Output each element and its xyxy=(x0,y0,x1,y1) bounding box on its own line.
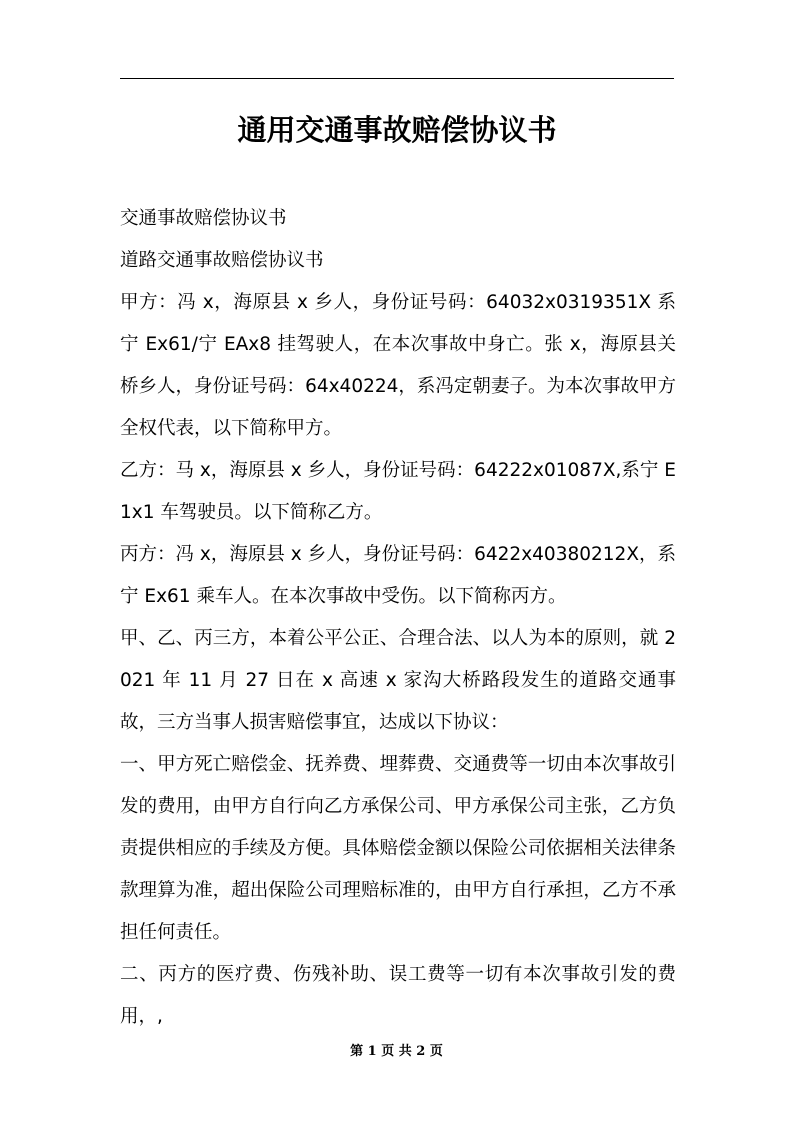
page-number: 第 1 页 共 2 页 xyxy=(350,1044,443,1059)
document-body xyxy=(120,198,676,1038)
header-rule xyxy=(120,78,674,79)
document-title: 通用交通事故赔偿协议书 xyxy=(237,113,557,147)
page-footer xyxy=(0,1040,793,1064)
paragraph: 交通事故赔偿协议书 xyxy=(120,208,287,229)
paragraph: 道路交通事故赔偿协议书 xyxy=(120,250,324,271)
paragraph-party-c: 丙方：冯 x，海原县 x 乡人，身份证号码：6422x40380212X，系宁 Ex61 乘车人。在本次事故中受伤。以下简称丙方。 xyxy=(120,544,676,607)
paragraph-clause-2: 二、丙方的医疗费、伤残补助、误工费等一切有本次事故引发的费用，, xyxy=(120,964,676,1027)
paragraph-party-b: 乙方：马 x，海原县 x 乡人，身份证号码：64222x01087X,系宁 E1x1 车驾驶员。以下简称乙方。 xyxy=(120,460,676,523)
paragraph-preamble: 甲、乙、丙三方，本着公平公正、合理合法、以人为本的原则，就 2021 年 11 月 27 日在 x 高速 x 家沟大桥路段发生的道路交通事故，三方当事人损害赔偿事宜，达成以下协议： xyxy=(120,628,676,733)
paragraph-party-a: 甲方：冯 x，海原县 x 乡人，身份证号码：64032x0319351X 系宁 Ex61/宁 EAx8 挂驾驶人，在本次事故中身亡。张 x，海原县关桥乡人，身份证号码：64x40224，系冯定朝妻子。为本次事故甲方全权代表，以下简称甲方。 xyxy=(120,292,676,439)
paragraph-clause-1: 一、甲方死亡赔偿金、抚养费、埋葬费、交通费等一切由本次事故引发的费用，由甲方自行向乙方承保公司、甲方承保公司主张，乙方负责提供相应的手续及方便。具体赔偿金额以保险公司依据相关法律条款理算为准，超出保险公司理赔标准的，由甲方自行承担，乙方不承担任何责任。 xyxy=(120,754,676,943)
